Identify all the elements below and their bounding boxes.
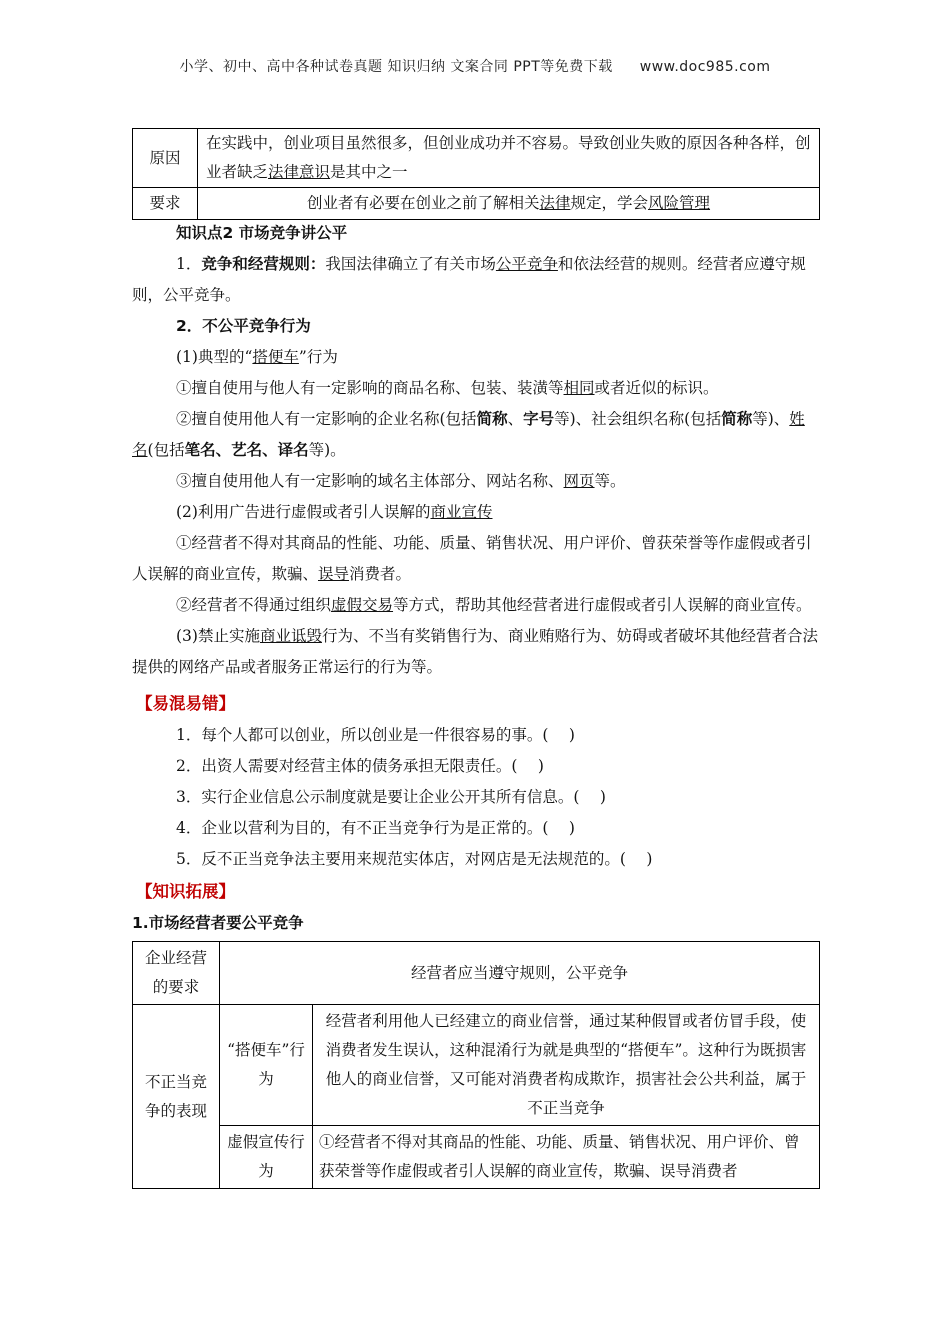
text: 或者近似的标识。 [594, 379, 719, 397]
item-5 [132, 590, 820, 621]
bold-term: 简称 [721, 410, 753, 428]
text: 消费者。 [349, 565, 412, 583]
underlined-term: 商业宣传 [430, 503, 493, 521]
table-row [133, 129, 820, 188]
cell-label-cause: 原因 [133, 129, 198, 188]
text: 等)、社会组织名称(包括 [554, 410, 722, 428]
list-item: 2．出资人需要对经营主体的债务承担无限责任。( ) [176, 757, 544, 775]
table-cause-requirement [132, 128, 820, 220]
underlined-term: 法律 [539, 194, 571, 212]
text: 等方式，帮助其他经营者进行虚假或者引人误解的商业宣传。 [393, 596, 812, 614]
underlined-term: 网页 [563, 472, 595, 490]
list-item: 5．反不正当竞争法主要用来规范实体店，对网店是无法规范的。( ) [176, 850, 653, 868]
confusion-section [132, 688, 820, 875]
table-row [133, 1126, 820, 1189]
confusion-heading [132, 688, 820, 720]
table-row [133, 188, 820, 220]
underlined-term: 虚假交易 [331, 596, 394, 614]
extension-heading [132, 876, 820, 908]
item-4 [132, 528, 820, 590]
text: (包括 [147, 441, 185, 459]
header-url[interactable]: www.doc985.com [639, 59, 771, 75]
list-item: 4．企业以营利为目的，有不正当竞争行为是正常的。( ) [176, 819, 575, 837]
table-fair-competition [132, 941, 820, 1189]
table-row [133, 942, 820, 1005]
text: ②经营者不得通过组织 [176, 596, 332, 614]
text: (1)典型的“ [176, 348, 253, 366]
text: 等)。 [308, 441, 346, 459]
cell-label-unfair: 不正当竞争的表现 [133, 1005, 220, 1189]
knowledge-point-2 [132, 218, 820, 683]
underlined-term: 公平竞争 [495, 255, 558, 273]
bold-term: 简称 [476, 410, 508, 428]
cell-label-requirement: 企业经营的要求 [133, 942, 220, 1005]
section-title: 知识点2 市场竞争讲公平 [176, 224, 348, 242]
header-text: 小学、初中、高中各种试卷真题 知识归纳 文案合同 PPT等免费下载 [179, 59, 613, 75]
list-item: 3．实行企业信息公示制度就是要让企业公开其所有信息。( ) [176, 788, 606, 806]
bold-term: 字号 [523, 410, 555, 428]
cell-label-free-riding: “搭便车”行为 [220, 1005, 313, 1126]
text: 等。 [594, 472, 626, 490]
text: 在实践中，创业项目虽然很多，但创业成功并不容易。导致创业失败的原因各种各样，创业者缺乏 [206, 134, 811, 181]
list-item: 1．每个人都可以创业，所以创业是一件很容易的事。( ) [176, 726, 575, 744]
heading-text: 【知识拓展】 [136, 882, 235, 901]
table-row [133, 1005, 820, 1126]
underlined-term: 误导 [318, 565, 350, 583]
item-1 [132, 373, 820, 404]
text: ①擅自使用与他人有一定影响的商品名称、包装、装潢等 [176, 379, 564, 397]
paragraph-2: 2．不公平竞争行为 [176, 317, 311, 335]
text: 和依法经营的规则。经营者应遵守规则，公平竞争。 [132, 255, 806, 304]
cell-text-requirement: 经营者应当遵守规则，公平竞争 [220, 942, 820, 1005]
paragraph-1 [132, 249, 820, 311]
cell-text-cause [198, 129, 820, 188]
cell-text-free-riding: 经营者利用他人已经建立的商业信誉，通过某种假冒或者仿冒手段，使消费者发生误认，这种混淆行为就是典型的“搭便车”。这种行为既损害他人的商业信誉，又可能对消费者构成欺诈，损害社会公共利益，属于不正当竞争 [313, 1005, 820, 1126]
text: ”行为 [298, 348, 338, 366]
item-2 [132, 404, 820, 466]
text: 1． [176, 255, 202, 273]
sub-item-2 [132, 497, 820, 528]
text: 创业者有必要在创业之前了解相关 [306, 194, 540, 212]
text: 是其中之一 [330, 163, 408, 181]
bold-term: 竞争和经营规则： [201, 255, 326, 273]
text: ②擅自使用他人有一定影响的企业名称(包括 [176, 410, 477, 428]
text: 行为、不当有奖销售行为、商业贿赂行为、妨碍或者破坏其他经营者合法提供的网络产品或者服务正常运行的行为等。 [132, 627, 818, 676]
text: 等)、 [752, 410, 790, 428]
text: ①经营者不得对其商品的性能、功能、质量、销售状况、用户评价、曾获荣誉等作虚假或者引人误解的商业宣传，欺骗、 [132, 534, 812, 583]
sub-item-3 [132, 621, 820, 683]
text: 我国法律确立了有关市场 [325, 255, 496, 273]
extension-section [132, 876, 820, 1189]
text: 、 [507, 410, 524, 428]
underlined-term: 姓名 [132, 410, 805, 459]
page-header [0, 56, 950, 76]
text: ③擅自使用他人有一定影响的域名主体部分、网站名称、 [176, 472, 564, 490]
bold-term: 笔名、艺名、译名 [184, 441, 309, 459]
text: (2)利用广告进行虚假或者引人误解的 [176, 503, 431, 521]
heading-text: 【易混易错】 [136, 694, 235, 713]
underlined-term: 相同 [563, 379, 595, 397]
text: 规定，学会 [570, 194, 649, 212]
cell-text-false-ad: ①经营者不得对其商品的性能、功能、质量、销售状况、用户评价、曾获荣誉等作虚假或者引人误解的商业宣传，欺骗、误导消费者 [313, 1126, 820, 1189]
underlined-term: 风险管理 [648, 194, 711, 212]
underlined-term: 法律意识 [268, 163, 331, 181]
underlined-term: 搭便车 [252, 348, 299, 366]
table-cause-requirement-wrap [132, 128, 820, 220]
cell-label-false-ad: 虚假宣传行为 [220, 1126, 313, 1189]
sub-item-1 [132, 342, 820, 373]
item-3 [132, 466, 820, 497]
text: (3)禁止实施 [176, 627, 260, 645]
cell-text-requirement [198, 188, 820, 220]
extension-subtitle: 1.市场经营者要公平竞争 [132, 914, 304, 932]
underlined-term: 商业诋毁 [259, 627, 322, 645]
cell-label-requirement: 要求 [133, 188, 198, 220]
